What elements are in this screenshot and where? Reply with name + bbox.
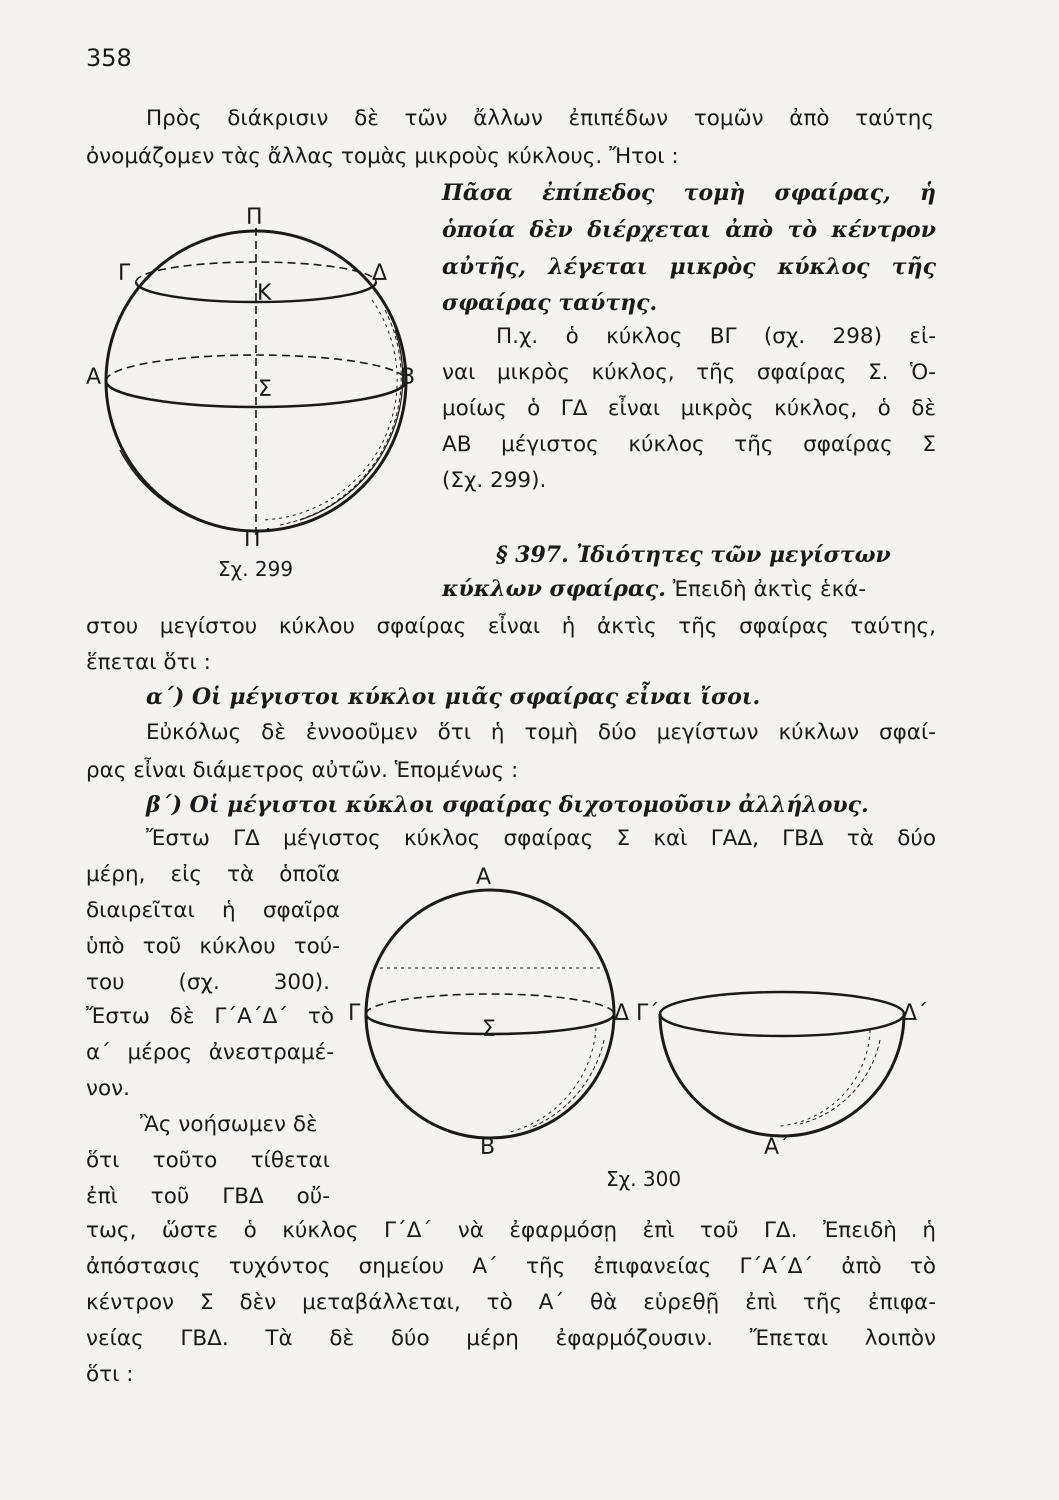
shading-arc <box>262 300 397 520</box>
theorem-a: α΄) Οἱ μέγιστοι κύκλοι μιᾶς σφαίρας εἶναι ἴσοι. <box>146 684 761 710</box>
hemisphere-rim-front <box>660 1014 904 1036</box>
caption-300: Σχ. 300 <box>606 1167 682 1191</box>
label-B: Β <box>480 1135 496 1160</box>
hemisphere-rim-back <box>660 992 904 1014</box>
label-B: Β <box>400 365 416 390</box>
para2-line-1: Εὐκόλως δὲ ἐννοοῦμεν ὅτι ἡ τομὴ δύο μεγίστων κύκλων σφαί- <box>146 720 936 745</box>
sphere-outline <box>106 231 406 531</box>
shading-arc <box>800 1040 880 1124</box>
section-title-cont: κύκλων σφαίρας. <box>442 576 666 602</box>
shading-arc <box>120 450 240 530</box>
para3-left-5: Ἔστω δὲ Γ΄Α΄Δ΄ τὸ <box>86 1004 334 1029</box>
example-line-2: ναι μικρὸς κύκλος, τῆς σφαίρας Σ. Ὁ- <box>442 360 936 385</box>
para3-rest-5: ὅτι : <box>86 1362 134 1387</box>
example-line-3: μοίως ὁ ΓΔ εἶναι μικρὸς κύκλος, ὁ δὲ <box>442 396 936 421</box>
example-line-4: ΑΒ μέγιστος κύκλος τῆς σφαίρας Σ <box>442 432 936 457</box>
label-K: Κ <box>257 281 272 306</box>
label-S: Σ <box>258 377 272 402</box>
para3-left-10: ἐπὶ τοῦ ΓΒΔ οὔ- <box>86 1184 330 1209</box>
sphere-outline <box>366 890 614 1138</box>
label-S: Σ <box>482 1017 496 1042</box>
para3-left-2: διαιρεῖται ἡ σφαῖρα <box>86 898 340 923</box>
hemisphere-outline <box>660 1014 904 1136</box>
label-D2: Δ΄ <box>902 1001 929 1026</box>
section-text: Ἐπειδὴ ἀκτὶς ἑκά- <box>672 577 867 602</box>
section-title-line-1 <box>496 540 891 571</box>
shading-arc <box>300 330 403 520</box>
great-circle-back <box>366 994 614 1014</box>
para1-line-2: ἕπεται ὅτι : <box>86 650 211 675</box>
intro-line-2: ὀνομάζομεν τὰς ἄλλας τομὰς μικροὺς κύκλους. Ἤτοι : <box>86 144 679 169</box>
para3-left-8: Ἂς νοήσωμεν δὲ <box>140 1112 318 1137</box>
shading-arc <box>510 1028 596 1132</box>
para3-rest-2: ἀπόστασις τυχόντος σημείου Α΄ τῆς ἐπιφανείας Γ΄Α΄Δ΄ ἀπὸ τὸ <box>86 1254 936 1279</box>
theorem-b: β΄) Οἱ μέγιστοι κύκλοι σφαίρας διχοτομοῦσιν ἀλλήλους. <box>146 792 869 818</box>
label-D: Δ <box>372 261 388 286</box>
para3-left-9: ὅτι τοῦτο τίθεται <box>86 1148 330 1173</box>
para1-line-1: στου μεγίστου κύκλου σφαίρας εἶναι ἡ ἀκτὶς τῆς σφαίρας ταύτης, <box>86 614 936 639</box>
definition-line-1: Πᾶσα ἐπίπεδος τομὴ σφαίρας, ἡ <box>442 180 936 206</box>
section-title: § 397. Ἰδιότητες τῶν μεγίστων <box>496 542 891 568</box>
label-D: Δ <box>614 1001 630 1026</box>
example-line-1: Π.χ. ὁ κύκλος ΒΓ (σχ. 298) εἰ- <box>496 324 936 349</box>
para3-left-3: ὑπὸ τοῦ κύκλου τού- <box>86 934 340 959</box>
label-G2: Γ΄ <box>636 1001 660 1026</box>
para3-left-6: α΄ μέρος ἀνεστραμέ- <box>86 1040 334 1065</box>
example-line-5: (Σχ. 299). <box>442 468 547 493</box>
intro-line-1: Πρὸς διάκρισιν δὲ τῶν ἄλλων ἐπιπέδων τομῶν ἀπὸ ταύτης <box>146 106 934 131</box>
definition-line-4: σφαίρας ταύτης. <box>442 290 658 316</box>
para3-line-1: Ἔστω ΓΔ μέγιστος κύκλος σφαίρας Σ καὶ ΓΑΔ, ΓΒΔ τὰ δύο <box>146 826 936 851</box>
label-G: Γ <box>348 1001 361 1026</box>
section-title-line-2 <box>442 574 866 605</box>
label-A: Α <box>476 865 492 890</box>
sphere-299 <box>106 228 406 536</box>
para3-rest-3: κέντρον Σ δὲν μεταβάλλεται, τὸ Α΄ θὰ εὑρεθῇ ἐπὶ τῆς ἐπιφα- <box>86 1290 936 1315</box>
definition-line-3: αὐτῆς, λέγεται μικρὸς κύκλος τῆς <box>442 254 936 280</box>
label-P2: Π΄ <box>244 527 272 552</box>
para3-left-4: του (σχ. 300). <box>86 970 330 995</box>
label-A2: Α΄ <box>764 1135 791 1160</box>
label-P: Π <box>246 205 263 230</box>
shading-arc <box>280 310 401 525</box>
para3-left-7: νον. <box>86 1076 131 1101</box>
para3-rest-4: νείας ΓΒΔ. Τὰ δὲ δύο μέρη ἐφαρμόζουσιν. Ἔπεται λοιπὸν <box>86 1326 936 1351</box>
label-A: Α <box>86 365 102 390</box>
para2-line-2: ρας εἶναι διάμετρος αὐτῶν. Ἑπομένως : <box>86 758 519 783</box>
label-G: Γ <box>118 261 131 286</box>
sphere-300 <box>366 890 904 1138</box>
para3-left-1: μέρη, εἰς τὰ ὁποῖα <box>86 862 340 887</box>
para3-rest-1: τως, ὥστε ὁ κύκλος Γ΄Δ΄ νὰ ἐφαρμόσῃ ἐπὶ τοῦ ΓΔ. Ἐπειδὴ ἡ <box>86 1218 936 1243</box>
definition-line-2: ὁποία δὲν διέρχεται ἀπὸ τὸ κέντρον <box>442 217 936 243</box>
page-number: 358 <box>86 44 132 72</box>
caption-299: Σχ. 299 <box>218 557 294 581</box>
